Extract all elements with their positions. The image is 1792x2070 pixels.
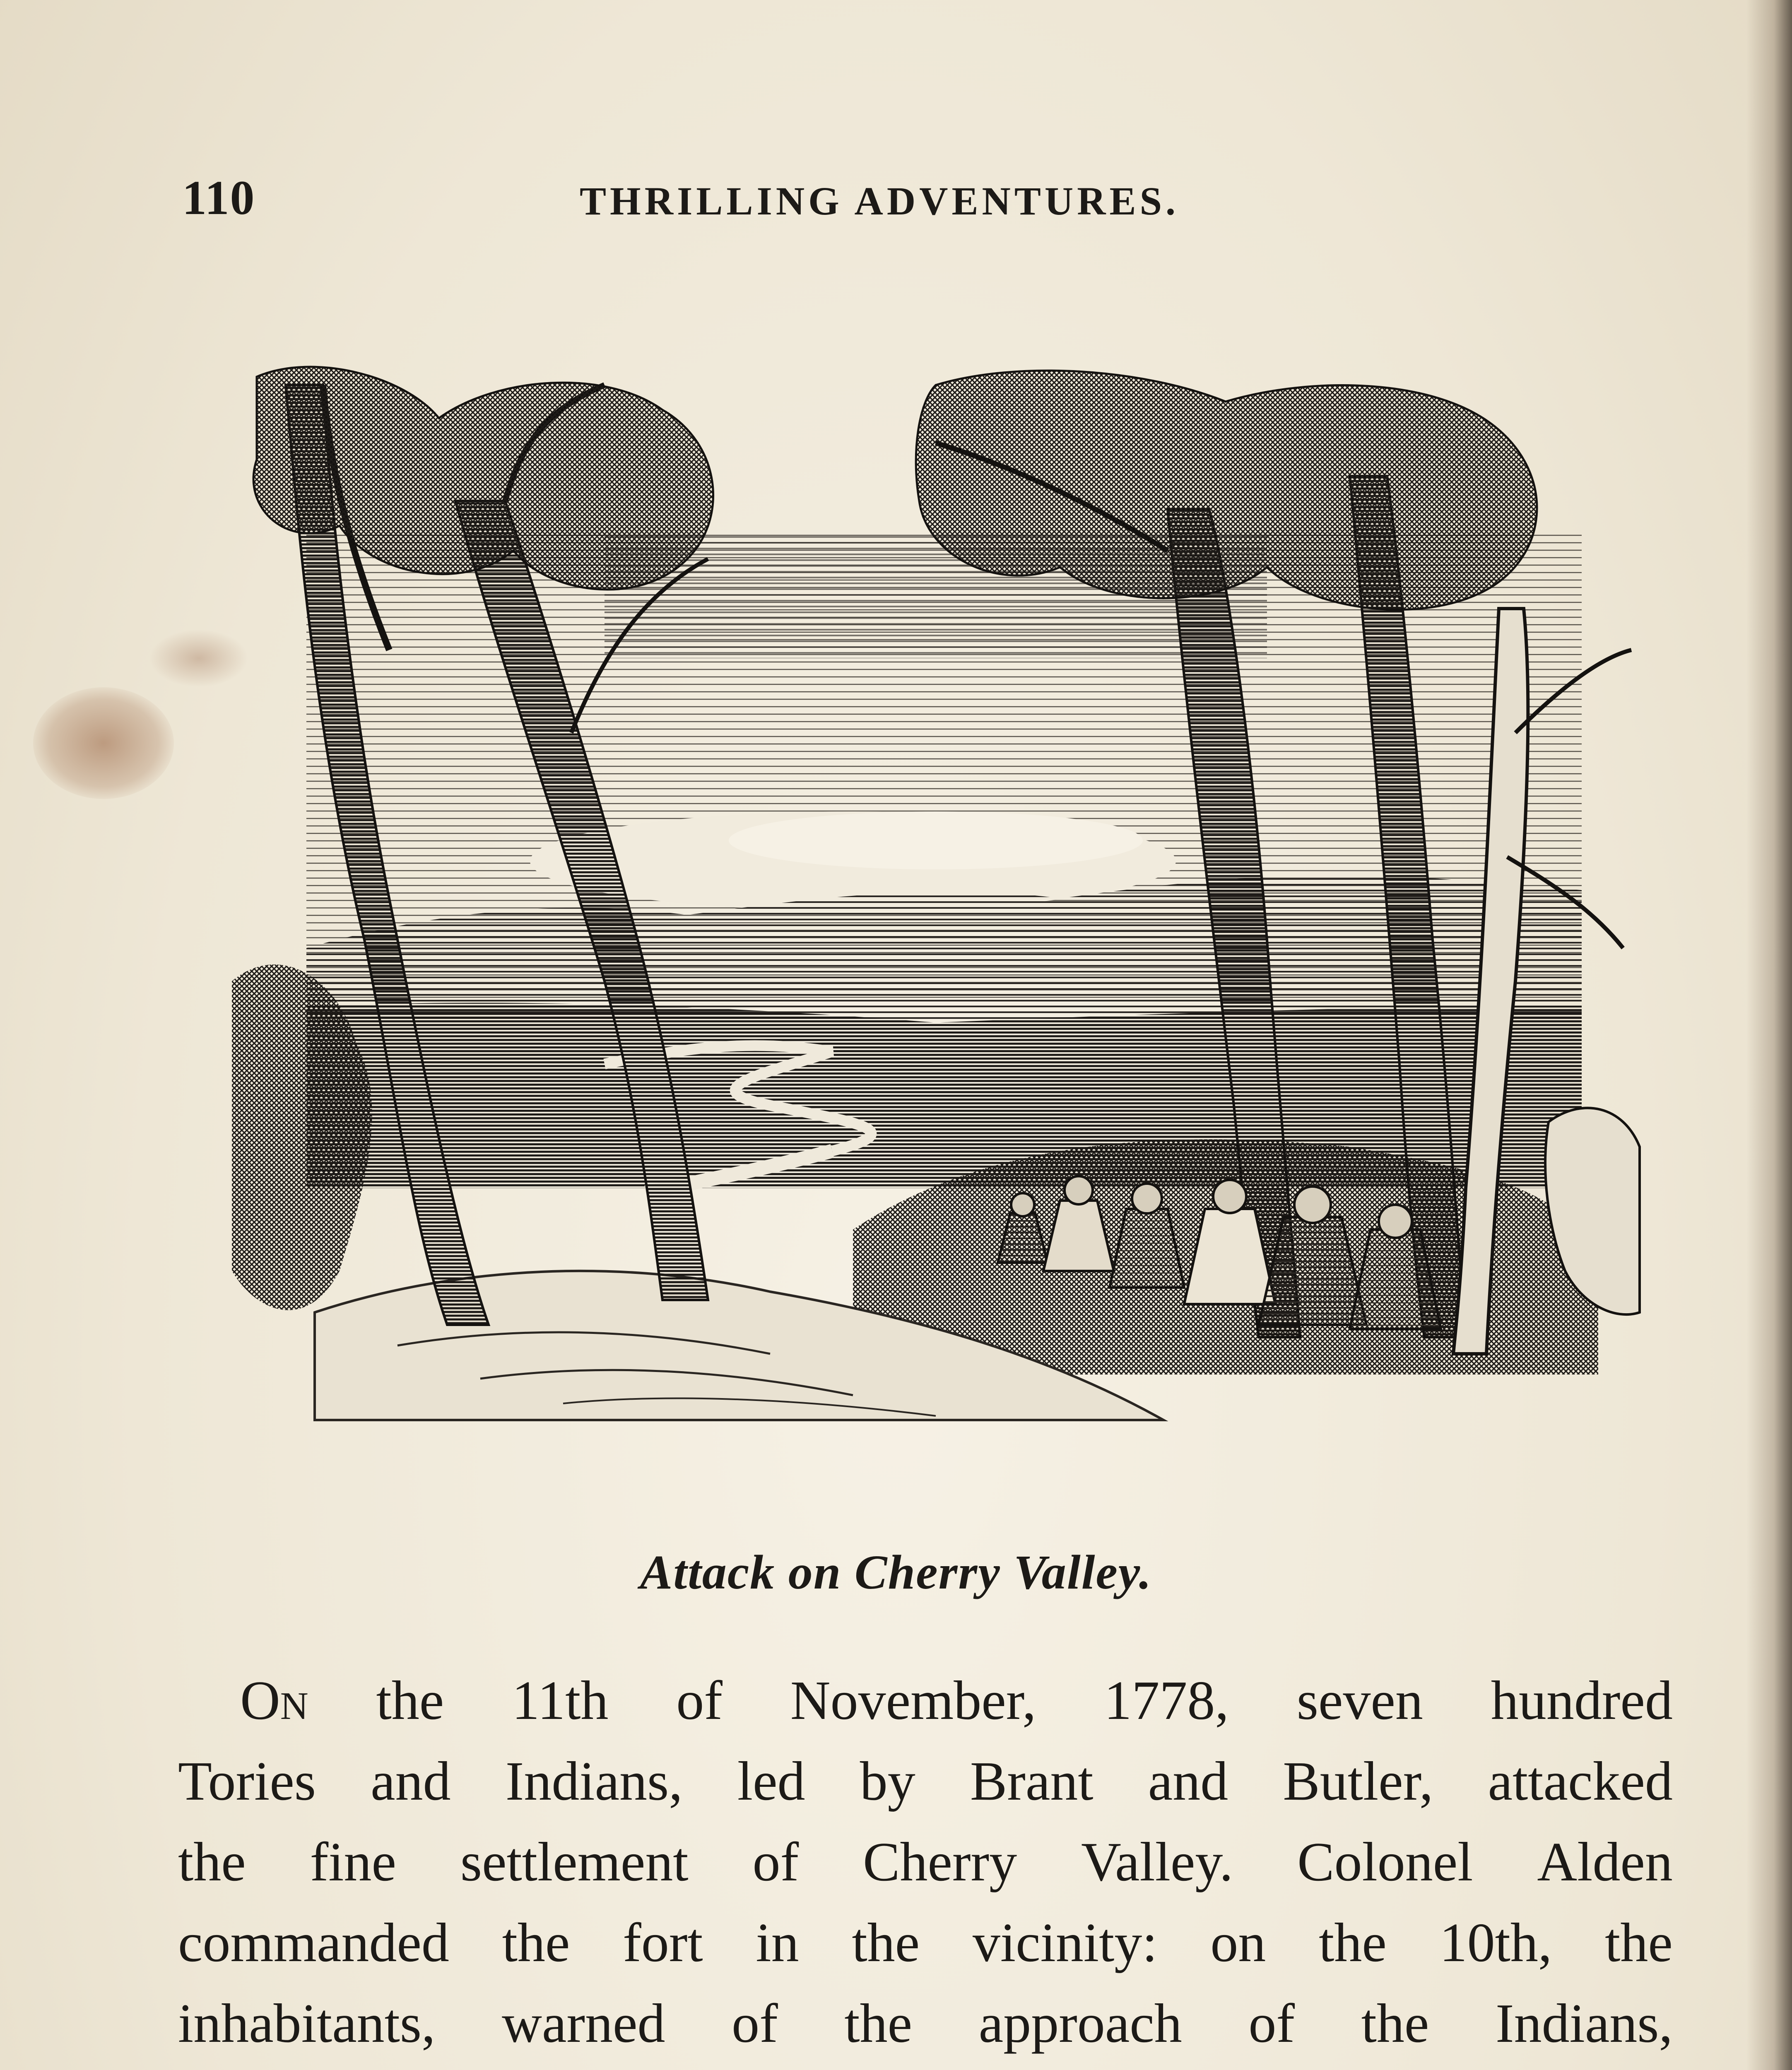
page-number: 110 [182, 171, 255, 225]
running-title: THRILLING ADVENTURES. [580, 179, 1179, 223]
engraving-illustration [232, 360, 1648, 1437]
text-line [178, 2064, 1673, 2070]
running-head [182, 170, 1677, 232]
text-line: commanded the fort in the vicinity: on the 10th, the [178, 1912, 1673, 1973]
text-line: the fine settlement of Cherry Valley. Colonel Alden [178, 1831, 1673, 1892]
text-line: inhabitants, warned of the approach of the Indians, [178, 1993, 1673, 2054]
page-gutter-shadow [1746, 0, 1792, 2070]
illustration-caption: Attack on Cherry Valley. [640, 1545, 1152, 1599]
text-line: On the 11th of November, 1778, seven hundred [240, 1670, 1673, 1731]
water-stain [33, 687, 174, 799]
body-text [178, 1660, 1673, 2070]
text-line: Tories and Indians, led by Brant and Butler, attacked [178, 1750, 1673, 1812]
